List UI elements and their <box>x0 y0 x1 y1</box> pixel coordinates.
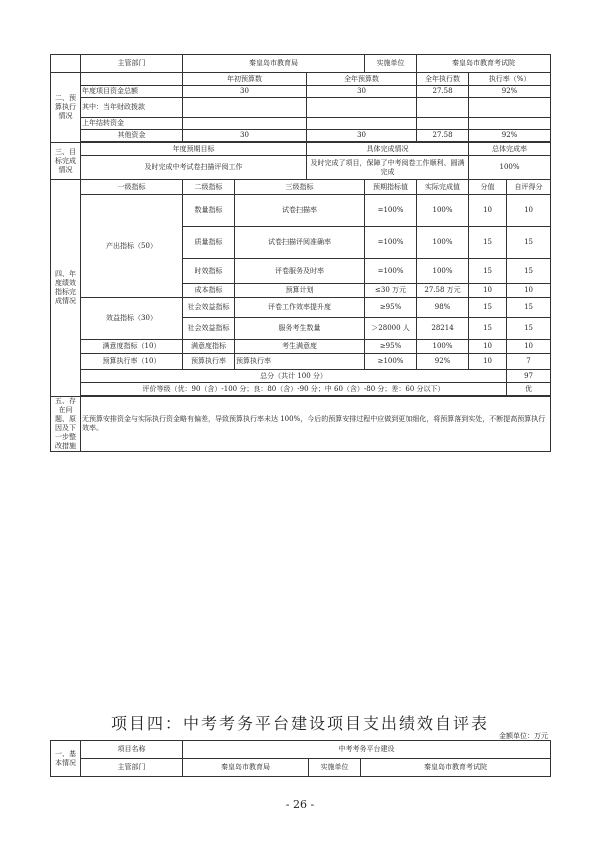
perf-actual: 27.58 万元 <box>417 284 469 298</box>
perf-l2: 满意度指标 <box>183 340 235 354</box>
perf-l3: 试卷扫描评阅准确率 <box>235 227 365 259</box>
perf-section-label: 四、年度绩效指标完成情况 <box>51 180 81 397</box>
impl-value: 秦皇岛市教育考试院 <box>417 55 551 73</box>
budget-cell: 30 <box>307 86 417 98</box>
goal-actual: 及时完成了项目，保障了中考阅卷工作顺利、圆满完成 <box>307 156 469 180</box>
header-initial: 年初预算数 <box>183 73 307 86</box>
basic-section-label: 一、基本情况 <box>51 741 81 777</box>
basic-info-table <box>50 740 551 777</box>
perf-self: 10 <box>507 340 551 354</box>
grade-label: 评价等级（优：90（含）-100 分；良：80（含）-90 分；中 60（含）-80 分；差：60 分以下） <box>81 383 507 396</box>
budget-row-label: 年度项目资金总额 <box>81 86 183 98</box>
perf-expected: ≤30 万元 <box>365 284 417 298</box>
issues-text: 无预算安排资金与实际执行资金略有偏差，导致预算执行率未达 100%，今后的预算安排过程中应做到更加细化，将预算落到实处，不断提高预算执行效率。 <box>81 397 551 452</box>
budget-section-label: 二、预算执行情况 <box>51 73 81 143</box>
header-expected: 预期指标值 <box>365 180 417 195</box>
project-title: 项目四：中考考务平台建设项目支出绩效自评表 <box>110 714 489 733</box>
budget-cell: 30 <box>307 130 417 142</box>
perf-l3: 服务考生数量 <box>235 318 365 340</box>
perf-l2: 预算执行率 <box>183 354 235 370</box>
perf-score: 15 <box>469 259 507 284</box>
perf-l3: 评卷服务及时率 <box>235 259 365 284</box>
budget-cell: 30 <box>183 86 307 98</box>
perf-actual: 28214 <box>417 318 469 340</box>
performance-table-top <box>50 54 551 452</box>
perf-self: 15 <box>507 298 551 318</box>
perf-expected: ＞28000 人 <box>365 318 417 340</box>
header-overall-rate: 总体完成率 <box>469 143 551 156</box>
perf-l1: 预算执行率（10） <box>81 354 183 370</box>
total-score: 97 <box>507 370 551 383</box>
perf-self: 15 <box>507 318 551 340</box>
perf-expected: ≥95% <box>365 340 417 354</box>
header-l1: 一级指标 <box>81 180 183 195</box>
perf-actual: 100% <box>417 259 469 284</box>
budget-cell <box>417 98 469 118</box>
amount-unit: 金额单位：万元 <box>499 732 548 740</box>
header-l2: 二级指标 <box>183 180 235 195</box>
perf-expected: =100% <box>365 227 417 259</box>
perf-l2: 数量指标 <box>183 195 235 227</box>
perf-l3: 预算计划 <box>235 284 365 298</box>
total-label: 总分（共计 100 分） <box>81 370 507 383</box>
perf-actual: 100% <box>417 227 469 259</box>
budget-cell: 27.58 <box>417 86 469 98</box>
header-l3: 三级指标 <box>235 180 365 195</box>
header-self-score: 自评得分 <box>507 180 551 195</box>
budget-row-label: 上年结转资金 <box>81 118 183 130</box>
budget-cell <box>469 118 551 130</box>
perf-l3: 预算执行率 <box>235 354 365 370</box>
perf-l3: 考生满意度 <box>235 340 365 354</box>
perf-score: 15 <box>469 298 507 318</box>
benefit-indicator-label: 效益指标（30） <box>81 298 183 340</box>
budget-cell <box>417 118 469 130</box>
budget-cell <box>183 118 307 130</box>
perf-self: 15 <box>507 227 551 259</box>
perf-expected: =100% <box>365 259 417 284</box>
perf-score: 10 <box>469 195 507 227</box>
budget-cell <box>307 118 417 130</box>
perf-actual: 98% <box>417 298 469 318</box>
budget-cell: 92% <box>469 130 551 142</box>
header-score: 分值 <box>469 180 507 195</box>
perf-l3: 试卷扫描率 <box>235 195 365 227</box>
perf-l2: 质量指标 <box>183 227 235 259</box>
label-project-name: 项目名称 <box>81 741 183 759</box>
perf-expected: ≥100% <box>365 354 417 370</box>
dept-value: 秦皇岛市教育局 <box>183 55 365 73</box>
perf-score: 15 <box>469 227 507 259</box>
perf-actual: 92% <box>417 354 469 370</box>
goal-section-label: 三、目标完成情况 <box>51 143 81 180</box>
label-dept: 主管部门 <box>81 55 183 73</box>
impl-bottom: 秦皇岛市教育考试院 <box>361 759 551 777</box>
perf-actual: 100% <box>417 195 469 227</box>
header-full: 全年预算数 <box>307 73 417 86</box>
project-name: 中考考务平台建设 <box>183 741 551 759</box>
budget-cell <box>307 98 417 118</box>
budget-cell: 92% <box>469 86 551 98</box>
budget-row-label: 其他资金 <box>81 130 183 142</box>
label-impl: 实施单位 <box>365 55 417 73</box>
perf-l2: 社会效益指标 <box>183 318 235 340</box>
header-actual-value: 实际完成值 <box>417 180 469 195</box>
budget-cell: 30 <box>183 130 307 142</box>
goal-rate: 100% <box>469 156 551 180</box>
perf-score: 10 <box>469 284 507 298</box>
perf-l3: 评卷工作效率提升度 <box>235 298 365 318</box>
perf-expected: ≥95% <box>365 298 417 318</box>
perf-score: 15 <box>469 318 507 340</box>
perf-l2: 成本指标 <box>183 284 235 298</box>
issues-section-label: 五、存在问题、原因及下一步整改措施 <box>51 397 81 452</box>
perf-actual: 100% <box>417 340 469 354</box>
label-impl-bottom: 实施单位 <box>309 759 361 777</box>
grade-value: 优 <box>507 383 551 396</box>
header-target: 年度预期目标 <box>81 143 307 156</box>
perf-l1: 满意度指标（10） <box>81 340 183 354</box>
dept-bottom: 秦皇岛市教育局 <box>183 759 309 777</box>
perf-score: 10 <box>469 340 507 354</box>
perf-self: 15 <box>507 259 551 284</box>
budget-cell: 27.58 <box>417 130 469 142</box>
page-number: - 26 - <box>285 798 315 811</box>
header-exec: 全年执行数 <box>417 73 469 86</box>
goal-target: 及时完成中考试卷扫描评阅工作 <box>81 156 307 180</box>
perf-self: 10 <box>507 284 551 298</box>
header-actual: 具体完成情况 <box>307 143 469 156</box>
perf-l2: 时效指标 <box>183 259 235 284</box>
budget-row-label: 其中：当年财政拨款 <box>81 98 183 118</box>
perf-l2: 社会效益指标 <box>183 298 235 318</box>
output-indicator-label: 产出指标（50） <box>81 195 183 298</box>
budget-cell <box>469 98 551 118</box>
perf-score: 10 <box>469 354 507 370</box>
budget-cell <box>183 98 307 118</box>
perf-self: 7 <box>507 354 551 370</box>
label-dept-bottom: 主管部门 <box>81 759 183 777</box>
perf-expected: =100% <box>365 195 417 227</box>
header-rate: 执行率（%） <box>469 73 551 86</box>
perf-self: 10 <box>507 195 551 227</box>
